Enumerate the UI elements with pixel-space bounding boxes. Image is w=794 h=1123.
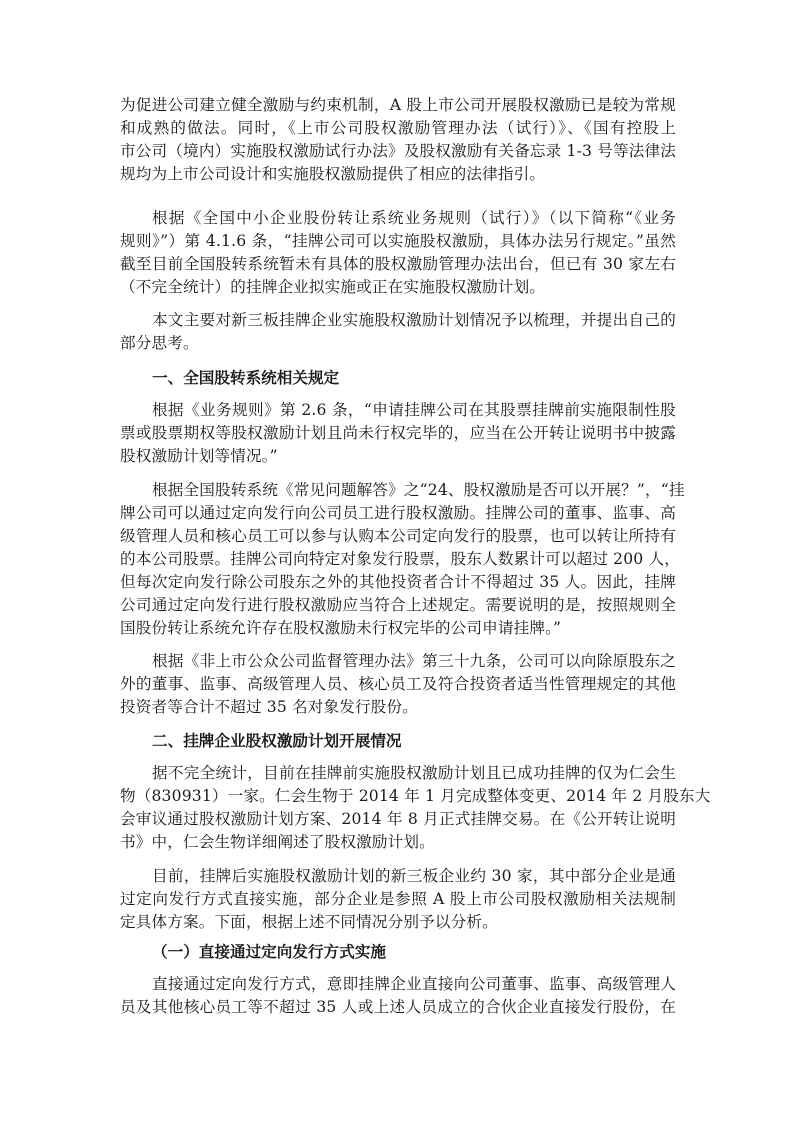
text-line: 规则》”）第 4.1.6 条，“挂牌公司可以实施股权激励，具体办法另行规定。”虽然 xyxy=(120,232,676,250)
text-line: 会审议通过股权激励计划方案、2014 年 8 月正式挂牌交易。在《公开转让说明 xyxy=(120,810,676,828)
text-line: （不完全统计）的挂牌企业拟实施或正在实施股权激励计划。 xyxy=(120,278,546,296)
text-line: 部分思考。 xyxy=(120,334,199,352)
text-line: 员及其他核心员工等不超过 35 人或上述人员成立的合伙企业直接发行股份，在 xyxy=(120,998,676,1016)
text-line: 公司通过定向发行进行股权激励应当符合上述规定。需要说明的是，按照规则全 xyxy=(120,596,676,614)
text-line: 牌公司可以通过定向发行向公司员工进行股权激励。挂牌公司的董事、监事、高 xyxy=(120,504,676,522)
text-line: 和成熟的做法。同时，《上市公司股权激励管理办法（试行）》、《国有控股上 xyxy=(120,119,676,137)
text-line: 市公司（境内）实施股权激励试行办法》及股权激励有关备忘录 1-3 号等法律法 xyxy=(120,142,676,160)
text-line: 书》中，仁会生物详细阐述了股权激励计划。 xyxy=(120,833,435,851)
text-line: 的本公司股票。挂牌公司向特定对象发行股票，股东人数累计可以超过 200 人， xyxy=(120,550,680,568)
text-line: 目前，挂牌后实施股权激励计划的新三板企业约 30 家，其中部分企业是通 xyxy=(152,867,676,885)
text-line: 定具体方案。下面，根据上述不同情况分别予以分析。 xyxy=(120,913,498,931)
text-line: 本文主要对新三板挂牌企业实施股权激励计划情况予以梳理，并提出自己的 xyxy=(152,311,676,329)
text-line: 投资者等合计不超过 35 名对象发行股份。 xyxy=(120,698,418,716)
text-line: 根据《业务规则》第 2.6 条，“申请挂牌公司在其股票挂牌前实施限制性股 xyxy=(152,401,676,419)
text-line: 为促进公司建立健全激励与约束机制，A 股上市公司开展股权激励已是较为常规 xyxy=(120,96,676,114)
text-line: 国股份转让系统允许存在股权激励未行权完毕的公司申请挂牌。” xyxy=(120,619,562,637)
text-line: 据不完全统计，目前在挂牌前实施股权激励计划且已成功挂牌的仅为仁会生 xyxy=(152,764,676,782)
subsection-heading-1: （一）直接通过定向发行方式实施 xyxy=(152,943,386,961)
section-heading-2: 二、挂牌企业股权激励计划开展情况 xyxy=(152,732,402,750)
text-line: 过定向发行方式直接实施，部分企业是参照 A 股上市公司股权激励相关法规制 xyxy=(120,890,676,908)
text-line: 物（830931）一家。仁会生物于 2014 年 1 月完成整体变更、2014 年 2 月股东大 xyxy=(120,787,711,805)
text-line: 级管理人员和核心员工可以参与认购本公司定向发行的股票，也可以转让所持有 xyxy=(120,527,676,545)
text-line: 截至目前全国股转系统暂未有具体的股权激励管理办法出台，但已有 30 家左右 xyxy=(120,255,676,273)
text-line: 但每次定向发行除公司股东之外的其他投资者合计不得超过 35 人。因此，挂牌 xyxy=(120,573,676,591)
text-line: 票或股票期权等股权激励计划且尚未行权完毕的，应当在公开转让说明书中披露 xyxy=(120,424,676,442)
text-line: 外的董事、监事、高级管理人员、核心员工及符合投资者适当性管理规定的其他 xyxy=(120,675,676,693)
text-line: 根据全国股转系统《常见问题解答》之“24、股权激励是否可以开展？”，“挂 xyxy=(152,481,685,499)
text-line: 规均为上市公司设计和实施股权激励提供了相应的法律指引。 xyxy=(120,165,546,183)
text-line: 根据《非上市公众公司监督管理办法》第三十九条，公司可以向除原股东之 xyxy=(152,652,676,670)
text-line: 股权激励计划等情况。” xyxy=(120,447,278,465)
text-line: 根据《全国中小企业股份转让系统业务规则（试行）》（以下简称“《业务 xyxy=(152,209,676,227)
section-heading-1: 一、全国股转系统相关规定 xyxy=(152,369,340,387)
text-line: 直接通过定向发行方式，意即挂牌企业直接向公司董事、监事、高级管理人 xyxy=(152,975,676,993)
